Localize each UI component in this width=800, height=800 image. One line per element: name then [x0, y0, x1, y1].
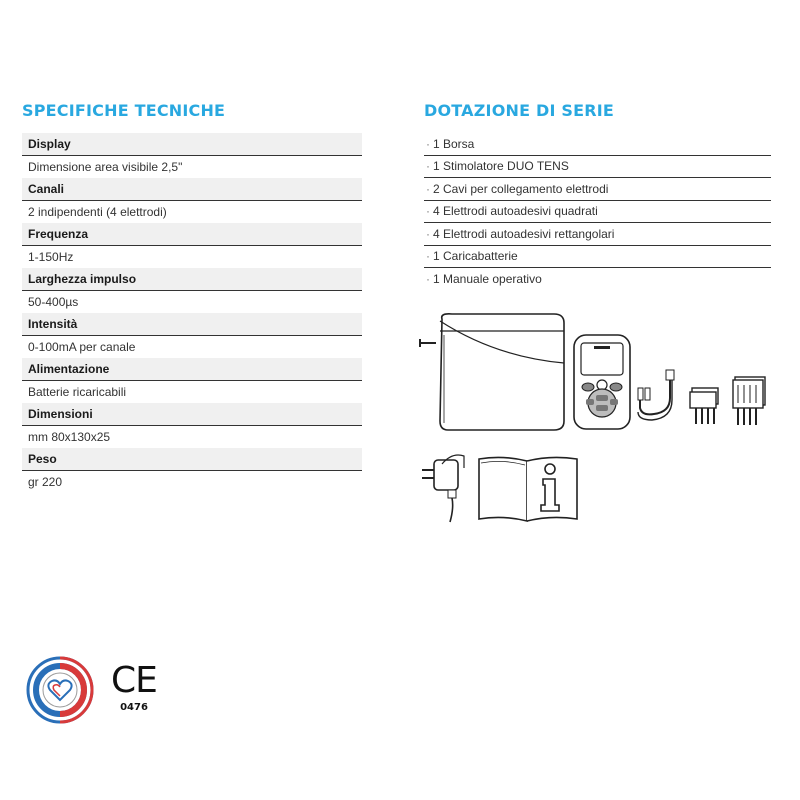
- spec-value-frequenza: 1-150Hz: [22, 246, 362, 269]
- kit-item-label: 2 Cavi per collegamento elettrodi: [433, 181, 609, 196]
- bullet: ·: [426, 204, 430, 219]
- square-electrode-icon: [688, 386, 722, 426]
- kit-item: [424, 201, 771, 224]
- kit-item-label: 4 Elettrodi autoadesivi rettangolari: [433, 226, 615, 241]
- specs-table: [22, 133, 362, 493]
- spec-label-dimensioni: Dimensioni: [22, 403, 362, 426]
- spec-value-larghezza: 50-400µs: [22, 291, 362, 314]
- kit-item: [424, 223, 771, 246]
- kit-list: [424, 133, 771, 291]
- kit-item-label: 1 Stimolatore DUO TENS: [433, 159, 569, 174]
- spec-value-peso: gr 220: [22, 471, 362, 494]
- kit-item-label: 1 Borsa: [433, 136, 475, 151]
- ce-mark-text: CE: [111, 660, 157, 701]
- bullet: ·: [426, 272, 430, 287]
- kit-item: [424, 268, 771, 291]
- spec-label-larghezza: Larghezza impulso: [22, 268, 362, 291]
- kit-item: [424, 246, 771, 269]
- quality-seal-icon: [26, 656, 94, 724]
- rectangular-electrode-icon: [730, 375, 770, 427]
- specs-heading: SPECIFICHE TECNICHE: [22, 101, 226, 120]
- spec-label-frequenza: Frequenza: [22, 223, 362, 246]
- spec-value-intensita: 0-100mA per canale: [22, 336, 362, 359]
- bag-icon: [416, 313, 568, 431]
- kit-item-label: 1 Caricabatterie: [433, 249, 518, 264]
- charger-icon: [420, 450, 472, 524]
- kit-item-label: 1 Manuale operativo: [433, 272, 542, 287]
- stimulator-device-icon: [572, 333, 632, 431]
- manual-icon: [477, 455, 579, 523]
- bullet: ·: [426, 136, 430, 151]
- spec-label-intensita: Intensità: [22, 313, 362, 336]
- spec-value-alimentazione: Batterie ricaricabili: [22, 381, 362, 404]
- bullet: ·: [426, 226, 430, 241]
- spec-value-dimensioni: mm 80x130x25: [22, 426, 362, 449]
- bullet: ·: [426, 249, 430, 264]
- bullet: ·: [426, 159, 430, 174]
- spec-label-canali: Canali: [22, 178, 362, 201]
- ce-number: 0476: [120, 702, 148, 713]
- spec-value-canali: 2 indipendenti (4 elettrodi): [22, 201, 362, 224]
- spec-label-display: Display: [22, 133, 362, 156]
- spec-value-display: Dimensione area visibile 2,5": [22, 156, 362, 179]
- kit-item: [424, 156, 771, 179]
- kit-item: [424, 178, 771, 201]
- ce-mark: [108, 660, 160, 713]
- kit-heading: DOTAZIONE DI SERIE: [424, 101, 615, 120]
- cable-icon: [636, 368, 686, 428]
- spec-label-alimentazione: Alimentazione: [22, 358, 362, 381]
- kit-item: [424, 133, 771, 156]
- bullet: ·: [426, 181, 430, 196]
- spec-label-peso: Peso: [22, 448, 362, 471]
- kit-item-label: 4 Elettrodi autoadesivi quadrati: [433, 204, 598, 219]
